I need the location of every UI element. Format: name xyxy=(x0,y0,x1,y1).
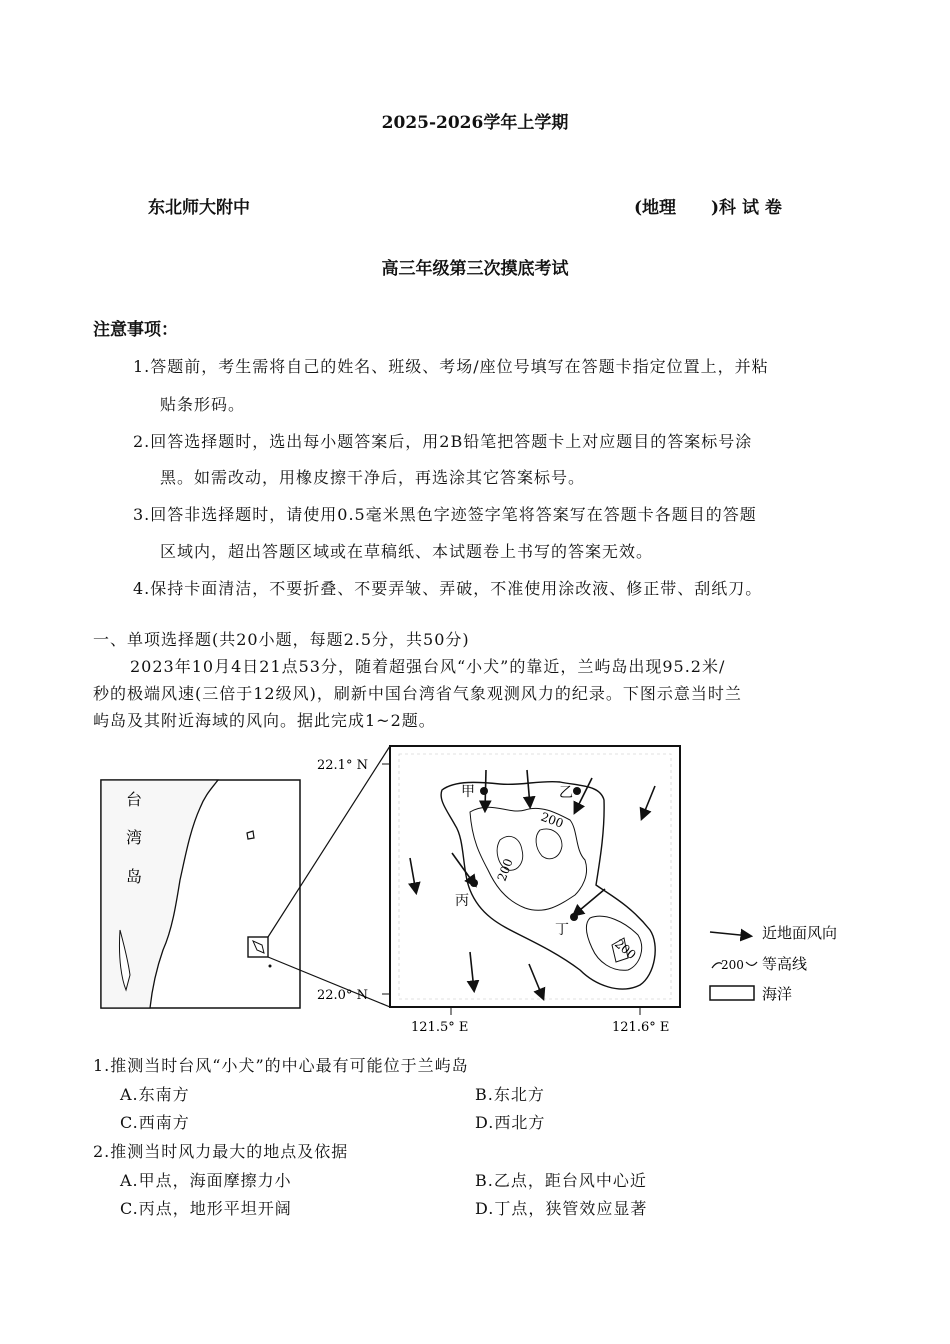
point-yi-label: 乙 xyxy=(559,785,573,801)
contour-label-1: 200 xyxy=(538,809,566,831)
point-jia xyxy=(480,787,488,795)
question-2-option-d: D.丁点，狭管效应显著 xyxy=(475,1199,648,1218)
question-1-option-c: C.西南方 xyxy=(120,1113,190,1132)
notice-item-2-cont: 黑。如需改动，用橡皮擦干净后，再选涂其它答案标号。 xyxy=(160,468,586,487)
question-2-option-b: B.乙点，距台风中心近 xyxy=(475,1171,647,1190)
question-2-option-a: A.甲点，海面摩擦力小 xyxy=(120,1171,292,1190)
question-1-option-d: D.西北方 xyxy=(475,1113,546,1132)
point-yi xyxy=(573,787,581,795)
green-island-shape xyxy=(247,831,254,839)
notice-heading: 注意事项： xyxy=(93,320,178,340)
point-bing-label: 丙 xyxy=(455,893,469,909)
school-name: 东北师大附中 xyxy=(148,198,250,218)
taiwan-label-2: 湾 xyxy=(126,828,143,847)
notice-item-2: 2.回答选择题时，选出每小题答案后，用2B铅笔把答题卡上对应题目的答案标号涂 xyxy=(133,432,753,451)
taiwan-label-1: 台 xyxy=(126,790,143,809)
question-2-option-c: C.丙点，地形平坦开阔 xyxy=(120,1199,292,1218)
lon-left-label: 121.5° E xyxy=(411,1020,469,1035)
notice-item-4: 4.保持卡面清洁，不要折叠、不要弄皱、弄破，不准使用涂改液、修正带、刮纸刀。 xyxy=(133,579,763,598)
passage-line-3: 屿岛及其附近海域的风向。据此完成1~2题。 xyxy=(93,711,436,730)
lat-top-label: 22.1° N xyxy=(317,758,368,773)
contour-label-3: 200 xyxy=(612,936,639,963)
term-title: 2025-2026学年上学期 xyxy=(381,113,569,133)
section-title: 一、单项选择题(共20小题，每题2.5分，共50分) xyxy=(93,630,470,649)
contour-label-2: 200 xyxy=(494,856,516,884)
question-1-option-a: A.东南方 xyxy=(120,1085,190,1104)
notice-item-1: 1.答题前，考生需将自己的姓名、班级、考场/座位号填写在答题卡指定位置上，并粘 xyxy=(133,357,769,376)
question-1-option-b: B.东北方 xyxy=(475,1085,545,1104)
legend-contour-value: 200 xyxy=(721,958,744,972)
lat-bottom-label: 22.0° N xyxy=(317,988,368,1003)
legend-ocean-box xyxy=(710,986,754,1000)
notice-item-3: 3.回答非选择题时，请使用0.5毫米黑色字迹签字笔将答案写在答题卡各题目的答题 xyxy=(133,505,757,524)
lon-right-label: 121.6° E xyxy=(612,1020,670,1035)
notice-item-3-cont: 区域内，超出答题区域或在草稿纸、本试题卷上书写的答案无效。 xyxy=(160,542,654,561)
question-2-stem: 2.推测当时风力最大的地点及依据 xyxy=(93,1142,349,1161)
passage-line-2: 秒的极端风速(三倍于12级风)，刷新中国台湾省气象观测风力的纪录。下图示意当时兰 xyxy=(93,684,742,703)
point-jia-label: 甲 xyxy=(461,784,475,800)
taiwan-label-3: 岛 xyxy=(126,867,143,886)
lanyu-wind-map xyxy=(90,740,870,1040)
exam-title: 高三年级第三次摸底考试 xyxy=(381,259,569,279)
legend-wind-arrow xyxy=(710,932,750,936)
notice-item-1-cont: 贴条形码。 xyxy=(160,395,246,414)
legend-wind-label: 近地面风向 xyxy=(762,924,838,942)
subject-open: (地理 xyxy=(634,198,677,218)
passage-line-1: 2023年10月4日21点53分，随着超强台风“小犬”的靠近，兰屿岛出现95.2米/ xyxy=(130,657,726,676)
legend-ocean-label: 海洋 xyxy=(762,985,793,1003)
question-1-stem: 1.推测当时台风“小犬”的中心最有可能位于兰屿岛 xyxy=(93,1056,469,1075)
subject-close: )科 试 卷 xyxy=(711,198,782,218)
legend-contour-label: 等高线 xyxy=(762,955,808,973)
point-ding-label: 丁 xyxy=(555,922,569,938)
